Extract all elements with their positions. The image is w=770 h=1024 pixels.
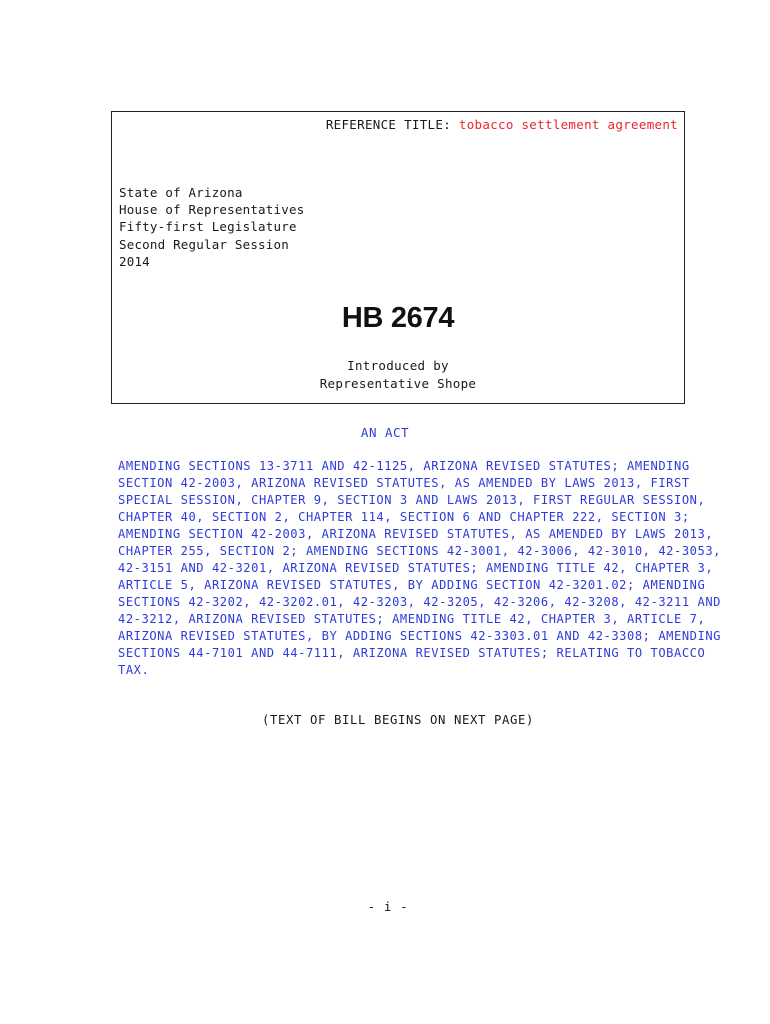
introduced-block	[112, 357, 684, 392]
act-line: AMENDING SECTIONS 13-3711 AND 42-1125, ARIZONA REVISED STATUTES; AMENDING	[118, 459, 690, 473]
legislature-number: Fifty-first Legislature	[119, 219, 297, 235]
reference-title-value: tobacco settlement agreement	[458, 117, 678, 132]
reference-title-box	[111, 111, 685, 404]
act-line: SECTIONS 44-7101 AND 44-7111, ARIZONA REVISED STATUTES; RELATING TO TOBACCO	[118, 646, 706, 660]
act-line: SECTION 42-2003, ARIZONA REVISED STATUTES, AS AMENDED BY LAWS 2013, FIRST	[118, 476, 690, 490]
act-line: CHAPTER 255, SECTION 2; AMENDING SECTIONS 42-3001, 42-3006, 42-3010, 42-3053,	[118, 544, 721, 558]
chamber-name: House of Representatives	[119, 202, 305, 218]
legislature-info	[119, 184, 304, 270]
act-line: CHAPTER 40, SECTION 2, CHAPTER 114, SECTION 6 AND CHAPTER 222, SECTION 3;	[118, 510, 690, 524]
act-description	[118, 458, 721, 679]
act-heading: AN ACT	[360, 425, 410, 440]
session-name: Second Regular Session	[119, 236, 289, 252]
sponsor-name: Representative Shope	[319, 375, 477, 391]
text-begins-note: (TEXT OF BILL BEGINS ON NEXT PAGE)	[261, 713, 535, 727]
act-line: SECTIONS 42-3202, 42-3202.01, 42-3203, 42-3205, 42-3206, 42-3208, 42-3211 AND	[118, 595, 721, 609]
session-year: 2014	[119, 253, 150, 269]
reference-title	[326, 117, 678, 132]
act-line: ARIZONA REVISED STATUTES, BY ADDING SECTIONS 42-3303.01 AND 42-3308; AMENDING	[118, 629, 721, 643]
introduced-by-label: Introduced by	[347, 358, 449, 373]
page-number: - i -	[367, 899, 409, 914]
bill-number: HB 2674	[341, 302, 455, 334]
reference-title-label: REFERENCE TITLE:	[325, 117, 452, 132]
state-name: State of Arizona	[119, 185, 243, 200]
act-line: AMENDING SECTION 42-2003, ARIZONA REVISED STATUTES, AS AMENDED BY LAWS 2013,	[118, 527, 714, 541]
act-line: SPECIAL SESSION, CHAPTER 9, SECTION 3 AND LAWS 2013, FIRST REGULAR SESSION,	[118, 493, 706, 507]
act-line: ARTICLE 5, ARIZONA REVISED STATUTES, BY ADDING SECTION 42-3201.02; AMENDING	[118, 578, 706, 592]
act-line: TAX.	[118, 663, 150, 677]
act-line: 42-3151 AND 42-3201, ARIZONA REVISED STATUTES; AMENDING TITLE 42, CHAPTER 3,	[118, 561, 714, 575]
act-line: 42-3212, ARIZONA REVISED STATUTES; AMENDING TITLE 42, CHAPTER 3, ARTICLE 7,	[118, 612, 706, 626]
